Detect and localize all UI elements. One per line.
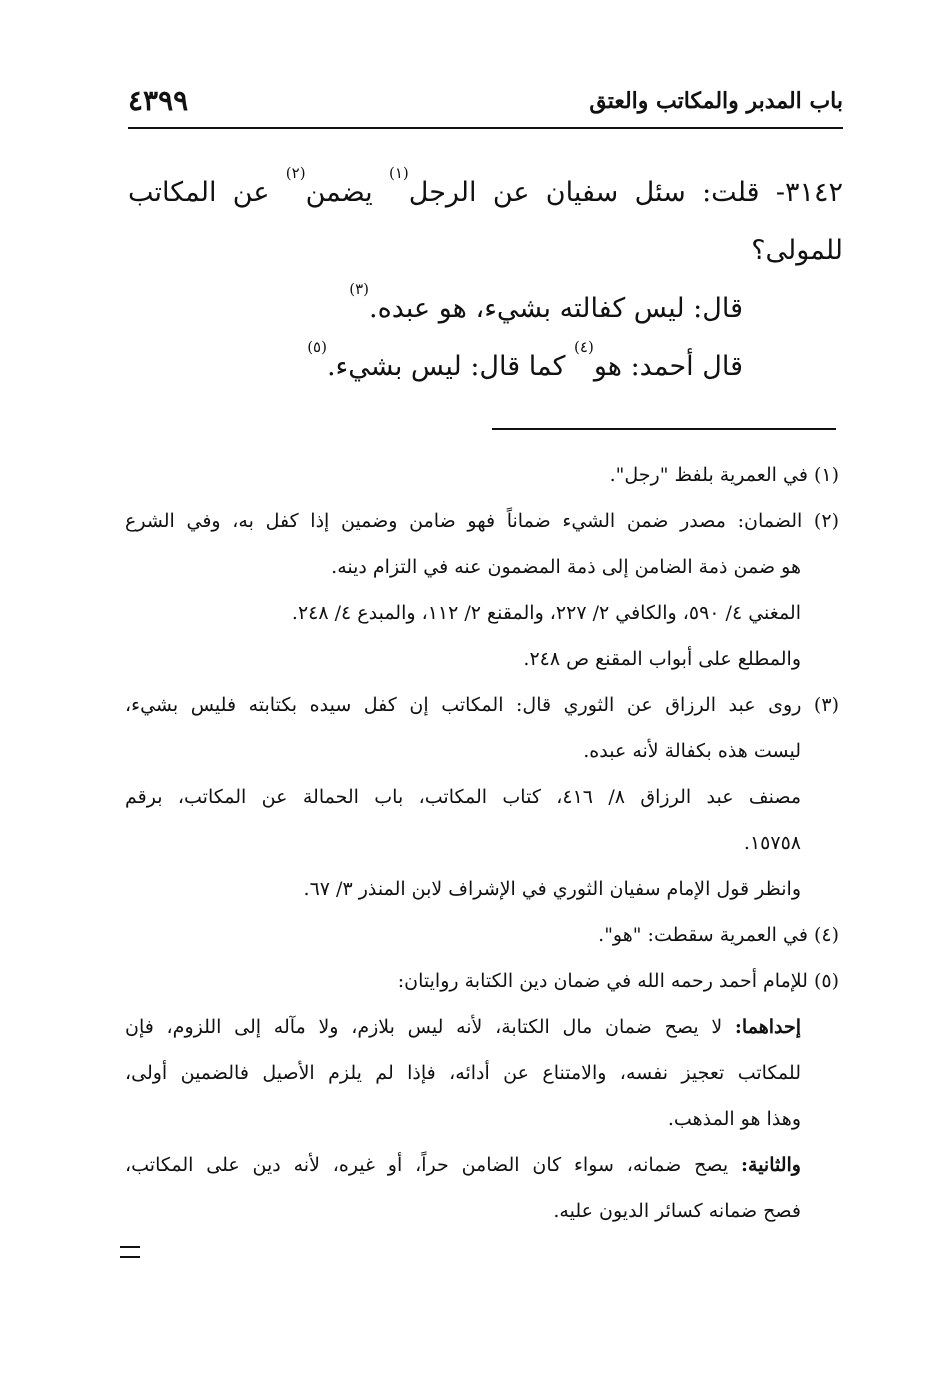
footnote-5-line: (٥) للإمام أحمد رحمه الله في ضمان دين الكتابة روايتان:	[397, 970, 839, 992]
footnote-ref-2[interactable]: (٢)	[285, 164, 306, 182]
answer-line-2	[128, 338, 843, 396]
second-opinion-text: يصح ضمانه، سواء كان الضامن حراً، أو غيره، لأنه دين على المكاتب،	[125, 1154, 741, 1176]
footnote-ref-5[interactable]: (٥)	[307, 338, 327, 356]
answer-line-1	[128, 280, 843, 338]
footnote-1: (١) في العمرية بلفظ "رجل".	[609, 464, 839, 486]
footnote-5-line	[125, 1004, 839, 1050]
header-rule	[128, 127, 843, 129]
footnote-ref-4[interactable]: (٤)	[574, 338, 594, 356]
question-line-1	[128, 164, 843, 222]
question-text: قلت: سئل سفيان عن الرجل	[408, 177, 760, 208]
second-opinion-label: والثانية:	[741, 1154, 801, 1176]
footnote-3-line: ١٥٧٥٨.	[743, 832, 801, 854]
footnote-2-line: المغني ٤/ ٥٩٠، والكافي ٢/ ٢٢٧، والمقنع ٢/ ١١٢، والمبدع ٤/ ٢٤٨.	[291, 602, 801, 624]
footnote-5-line: للمكاتب تعجيز نفسه، والامتناع عن أدائه، فإذا لم يلزم الأصيل فالضمين أولى،	[125, 1062, 801, 1084]
first-opinion-text: لا يصح ضمان مال الكتابة، لأنه ليس بلازم، ولا مآله إلى اللزوم، فإن	[125, 1016, 735, 1038]
question-text: عن المكاتب	[128, 177, 286, 208]
footnote-3-line: (٣) روى عبد الرزاق عن الثوري قال: المكاتب إن كفل سيده بكتابته فليس بشيء،	[125, 694, 839, 716]
answer-text: قال أحمد: هو	[593, 351, 743, 382]
question-line-2: للمولى؟	[751, 235, 843, 266]
footnote-5-line: وهذا هو المذهب.	[667, 1108, 801, 1130]
footnote-4: (٤) في العمرية سقطت: "هو".	[598, 924, 839, 946]
main-text	[128, 164, 843, 396]
footnote-5-line: فصح ضمانه كسائر الديون عليه.	[553, 1200, 801, 1222]
entry-number: ٣١٤٢-	[775, 177, 843, 208]
footnotes	[125, 452, 839, 1234]
footnote-ref-3[interactable]: (٣)	[349, 280, 369, 298]
footnote-3-line: وانظر قول الإمام سفيان الثوري في الإشراف لابن المنذر ٣/ ٦٧.	[303, 878, 801, 900]
first-opinion-label: إحداهما:	[734, 1016, 801, 1038]
footnote-3-line: مصنف عبد الرزاق ٨/ ٤١٦، كتاب المكاتب، باب الحمالة عن المكاتب، برقم	[125, 786, 801, 808]
footnote-2-line: والمطلع على أبواب المقنع ص ٢٤٨.	[523, 648, 801, 670]
footnote-2-line: (٢) الضمان: مصدر ضمن الشيء ضماناً فهو ضامن وضمين إذا كفل به، وفي الشرع	[125, 510, 839, 532]
running-header	[128, 84, 843, 124]
footnote-3-line: ليست هذه بكفالة لأنه عبده.	[583, 740, 801, 762]
continuation-mark	[120, 1246, 140, 1258]
answer-text: قال: ليس كفالته بشيء، هو عبده.	[368, 293, 743, 324]
page-number: ٤٣٩٩	[128, 84, 189, 117]
answer-text: كما قال: ليس بشيء.	[326, 351, 575, 382]
footnote-separator	[492, 428, 836, 430]
footnote-5-line	[125, 1142, 839, 1188]
chapter-title: باب المدبر والمكاتب والعتق	[589, 88, 843, 114]
question-text: يضمن	[305, 177, 389, 208]
footnote-ref-1[interactable]: (١)	[388, 164, 409, 182]
footnote-2-line: هو ضمن ذمة الضامن إلى ذمة المضمون عنه في التزام دينه.	[331, 556, 801, 578]
